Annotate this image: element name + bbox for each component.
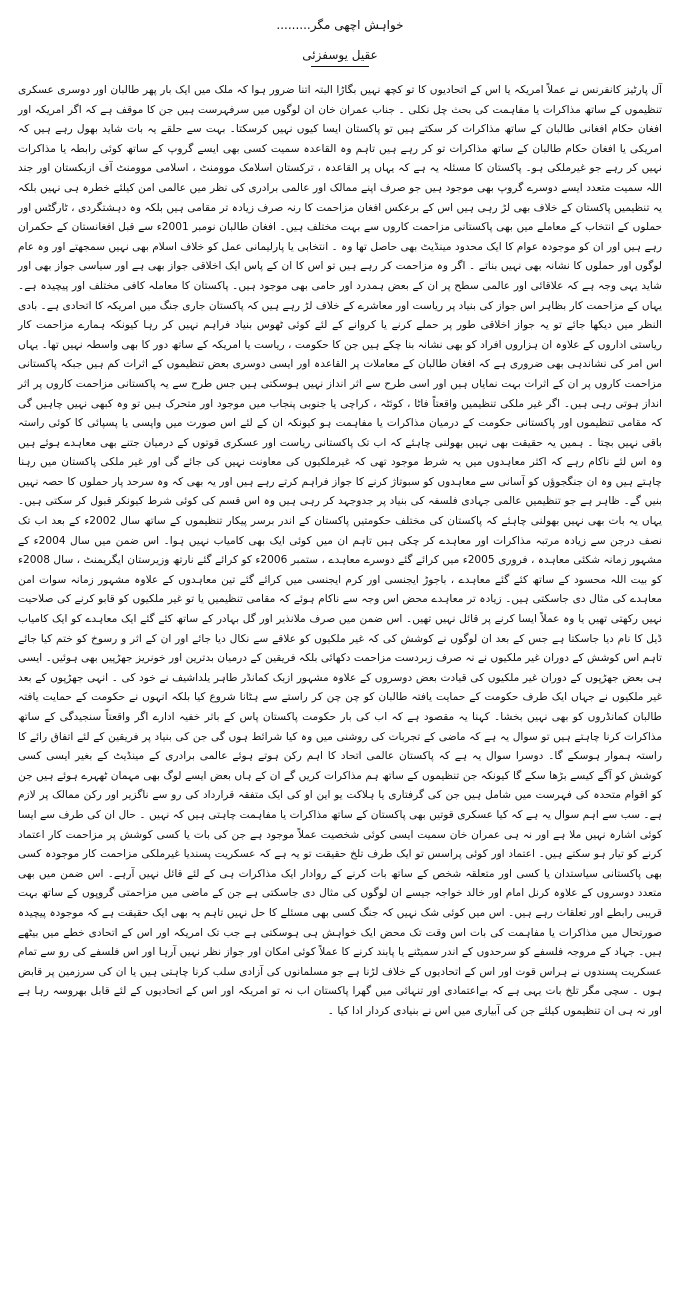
- author-underline: [311, 66, 369, 67]
- article-title: خواہش اچھی مگر.........: [276, 18, 404, 32]
- author-name: عقیل یوسفزئی: [302, 48, 378, 62]
- article-page: [18, 0, 662, 1313]
- article-paragraph: آل پارٹیز کانفرنس نے عملاً امریکہ یا اس کے اتحادیوں کا تو کچھ نہیں بگاڑا البتہ اتنا ضرور ہوا کہ ملک میں ایک بار پھر طالبان اور دوسری عسکری تنظیموں کے ساتھ مذاکرات یا مفاہمت کی بحث چل نکلی ۔ جناب عمران خان ان لوگوں میں سرفہرست ہیں جن کا موقف ہے کہ اگر امریکہ اور افغان حکام افغانی طالبان کے ساتھ مذاکرات کر سکتے ہیں تو پاکستان ایسا کیوں نہیں کرسکتا۔ بہت سے حلقے یہ بات شاید بھول رہے ہیں کہ امریکی یا افغان حکام طالبان کے ساتھ مذاکرات تو کر رہے ہیں تاہم وہ القاعدہ سمیت کسی بھی ایسے گروپ کے ساتھ کوئی رابطہ یا مذاکرات نہیں کر رہے جو غیرملکی ہو۔ پاکستان کا مسئلہ یہ ہے کہ یہاں پر القاعدہ ، ترکستان اسلامک موومنٹ ، اسلامی موومنٹ آف ازبکستان اور جند اللہ سمیت متعدد ایسے دوسرے گروپ بھی موجود ہیں جو صرف اپنے ممالک اور عالمی برادری کی نظر میں عالمی امن کیلئے خطرہ ہی نہیں بلکہ یہ تنظیمیں پاکستان کے خلاف بھی لڑ رہی ہیں اس کے برعکس افغان مزاحمت کا رنہ صرف زیادہ تر مقامی ہیں بلکہ وہ دہشتگردی ، ٹارگٹس اور حملوں کے انتخاب کے معاملے میں بھی پاکستانی مزاحمت کاروں سے بہت مختلف ہیں۔ افغان طالبان نومبر 2001ء سے قبل افغانستان کے حکمران رہے ہیں اور ان کو موجودہ عوام کا ایک محدود مینڈیٹ بھی حاصل تھا وہ ۔ انتخابی یا پارلیمانی عمل کو خلاف اسلام بھی نہیں سمجھتے اور وہ عام لوگوں اور حملوں کا نشانہ بھی نہیں بناتے ۔ اگر وہ مزاحمت کر رہے ہیں تو اس کا ان کے پاس ایک اخلاقی جواز بھی ہے اور سیاسی جواز بھی اور شاید یہی وجہ ہے کہ علاقائی اور عالمی سطح پر ان کے بعض ہمدرد اور حامی بھی موجود ہیں۔ پاکستان کا معاملہ کافی مختلف اور پیچیدہ ہے۔ یہاں کے مزاحمت کار بظاہر اس جواز کی بنیاد پر ریاست اور معاشرے کے خلاف لڑ رہے ہیں کہ پاکستان جاری جنگ میں امریکہ کا اتحادی ہے۔ بادی النظر میں دیکھا جائے تو یہ جواز اخلاقی طور پر حملے کرنے یا کروانے کے لئے کوئی ٹھوس بنیاد فراہم نہیں کر رہا کیونکہ ہمارے مزاحمت کار ریاستی اداروں کے علاوہ ان ہزاروں افراد کو بھی نشانہ بنا چکے ہیں جن کا حکومت ، ریاست یا امریکہ کے ساتھ دور کا بھی واسطہ نہیں تھا۔ یہاں اس امر کی نشاندہی بھی ضروری ہے کہ افغان طالبان کے معاملات پر القاعدہ اور ایسی دوسری بعض تنظیموں کے اثرات کم ہیں جبکہ پاکستانی مزاحمت کاروں پر ان کے اثرات بہت نمایاں ہیں اور اسی طرح سے اثر انداز نہیں ہوسکتی ہیں جس طرح سے یہ پاکستانی مزاحمت کاروں پر اثر انداز ہوتی رہی ہیں۔ اگر غیر ملکی تنظیمیں واقعتاً فاٹا ، کوئٹہ ، کراچی یا جنوبی پنجاب میں موجود اور متحرک ہیں تو وہ کبھی نہیں چاہیں گی کہ مقامی تنظیموں اور پاکستانی حکومت کے درمیان مذاکرات یا مفاہمت ہو کیونکہ ان کے لئے اس صورت میں واپسی یا پسپائی کا کوئی راستہ باقی نہیں بچتا ۔ ہمیں یہ حقیقت بھی نہیں بھولنی چاہئے کہ اب تک پاکستانی ریاست اور عسکری قوتوں کے درمیان جتنے بھی معاہدے ہوئے ہیں وہ اس لئے ناکام رہے کہ اکثر معاہدوں میں یہ شرط موجود تھی کہ غیرملکیوں کی معاونت نہیں کی جائے گی اور غیر ملکی پاکستان میں رہنا چاہتے ہیں وہ ان جنگجوؤں کو آسانی سے معاہدوں کو سبوتاژ کرنے کا جواز فراہم کرتے رہے ہیں اور یہ بھی کہ وہ سرحد پار حملوں کا حصہ نہیں بنیں گے۔ ظاہر ہے جو تنظیمیں عالمی جہادی فلسفہ کی بنیاد پر جدوجہد کر رہی ہیں وہ اس قسم کی کوئی شرط کیونکر قبول کر سکتی ہیں۔ یہاں یہ بات بھی نہیں بھولنی چاہئے کہ پاکستان کی مختلف حکومتیں پاکستان کے اندر برسر پیکار تنظیموں کے ساتھ سال 2002ء کے بعد اب تک نصف درجن سے زیادہ مرتبہ مذاکرات اور معاہدے کر چکی ہیں تاہم ان میں کوئی ایک بھی کامیاب نہیں ہوا۔ اس ضمن میں سال 2004ء کے مشہور زمانہ شکئی معاہدہ ، فروری 2005ء میں کرائے گئے دوسرے معاہدے ، ستمبر 2006ء کو کرائے گئے نارتھ وزیرستان ایگریمنٹ ، سال 2008ء کو بیت اللہ محسود کے ساتھ کئے گئے معاہدے ، باجوڑ ایجنسی اور کرم ایجنسی میں کرائے گئے تین معاہدوں کے علاوہ مشہور زمانہ سوات امن معاہدے کی مثال دی جاسکتی ہیں۔ زیادہ تر معاہدے محض اس وجہ سے ناکام ہوئے کہ مقامی تنظیمیں یا تو غیر ملکیوں کو قابو کرنے کی صلاحیت نہیں رکھتی تھیں یا وہ عملاً ایسا کرنے پر قائل نہیں تھیں۔ اس ضمن میں صرف ملانذیر اور گل بہادر کے ساتھ کئے گئے ایک معاہدے کو ایک کامیاب ڈیل کا نام دیا جاسکتا ہے جس کے بعد ان لوگوں نے کوشش کی کہ غیر ملکیوں کو علاقے سے نکال دیا جائے اور ان کے اثر و رسوخ کو ختم کیا جائے تاہم اس کوشش کے دوران غیر ملکیوں نے نہ صرف زبردست مزاحمت دکھائی بلکہ فریقین کے درمیان بدترین اور خونریز جھڑپیں بھی ہوئیں۔ ایسی ہی بعض جھڑپوں کے دوران غیر ملکیوں کی قیادت بعض دوسروں کے علاوہ مشہور ازبک کمانڈر طاہر یلداشیف نے خود کی ۔ انہی جھڑپوں کے بعد غیر ملکیوں نے جہاں ایک طرف حکومت کے حمایت یافتہ طالبان کو چن چن کر راستے سے ہٹانا شروع کیا بلکہ انہوں نے حکومت کے حمایت یافتہ طالبان کمانڈروں کو بھی نہیں بخشا۔ کہنا یہ مقصود ہے کہ اب کی بار حکومت پاکستان پاس کے باثر خفیہ ادارے اگر واقعتاً سنجیدگی کے ساتھ مذاکرات کرنا چاہتے ہیں تو سوال یہ ہے کہ ماضی کے تجربات کی روشنی میں وہ کیا شرائط ہوں گی جن کی بنیاد پر فریقین کے لئے اتفاق رائے کا راستہ ہموار ہوسکے گا۔ دوسرا سوال یہ ہے کہ پاکستان عالمی اتحاد کا اہم رکن ہوتے ہوئے عالمی برادری کے مینڈیٹ کے بغیر ایسی کسی کوشش کو آگے کیسے بڑھا سکے گا کیونکہ جن تنظیموں کے ساتھ ہم مذاکرات کریں گے ان کے ہاں بعض ایسے لوگ بھی مہمان ٹھہرے ہوئے ہیں جن کو اقوام متحدہ کی فہرست میں شامل ہیں جن کی گرفتاری یا ہلاکت یو این او کی ایک متفقہ قرارداد کی رو سے ناگزیر اور رکن ممالک پر لازم ہے۔ سب سے اہم سوال یہ ہے کہ کیا عسکری قوتیں بھی پاکستان کے ساتھ مذاکرات یا مفاہمت چاہتی ہیں کہ نہیں ۔ حال ان کی طرف سے ایسا کوئی اشارہ نہیں ملا ہے اور نہ ہی عمران خان سمیت ایسی کوئی شخصیت عملاً موجود ہے جن کی بات یا کسی کوشش پر مزاحمت کار اعتماد کرنے کو تیار ہو سکتے ہیں۔ اعتماد اور کوئی پراسس تو ایک طرف تلخ حقیقت تو یہ ہے کہ عسکریت پسندیا غیرملکی مزاحمت کار موجودہ کسی بھی پاکستانی سیاستدان یا کسی اور متعلقہ شخص کے ساتھ بات کرنے کے روادار ایک مذاکرات ہی کے لئے قائل نہیں آرہے۔ اس ضمن میں بھی متعدد دوسروں کے علاوہ کرنل امام اور خالد خواجہ جیسے ان لوگوں کی مثال دی جاسکتی ہے جن کے ماضی میں مزاحمتی گروپوں کے ساتھ بہت قریبی رابطے اور تعلقات رہے ہیں۔ اس میں کوئی شک نہیں کہ جنگ کسی بھی مسئلے کا حل نہیں تاہم یہ بھی ایک حقیقت ہے کہ موجودہ پیچیدہ صورتحال میں مذاکرات یا مفاہمت کی بات اس وقت تک محض ایک خواہش ہی ہوسکتی ہے جب تک امریکہ اور اس کے اتحادی خطے میں بیٹھے ہیں۔ جہاد کے مروجہ فلسفے کو سرحدوں کے اندر سمیٹنے یا پابند کرنے کا عملاً کوئی امکان اور جواز نظر نہیں آرہا اور اس فلسفے کی رو سے تمام عسکریت پسندوں نے ہراس قوت اور اس کے اتحادیوں کے خلاف لڑنا ہے جو مسلمانوں کی آزادی سلب کرنا چاہتی ہیں یا ان کی سرزمین پر قابض ہوں ۔ سچی مگر تلخ بات یہی ہے کہ بےاعتمادی اور تنہائی میں گھرا پاکستان اب نہ تو امریکہ اور اس کے اتحادیوں کے لئے قابل بھروسہ رہا ہے اور نہ ہی ان تنظیموں کیلئے جن کی آبیاری میں اس نے بنیادی کردار ادا کیا ۔: [18, 84, 663, 1017]
- article-body: [18, 81, 662, 1022]
